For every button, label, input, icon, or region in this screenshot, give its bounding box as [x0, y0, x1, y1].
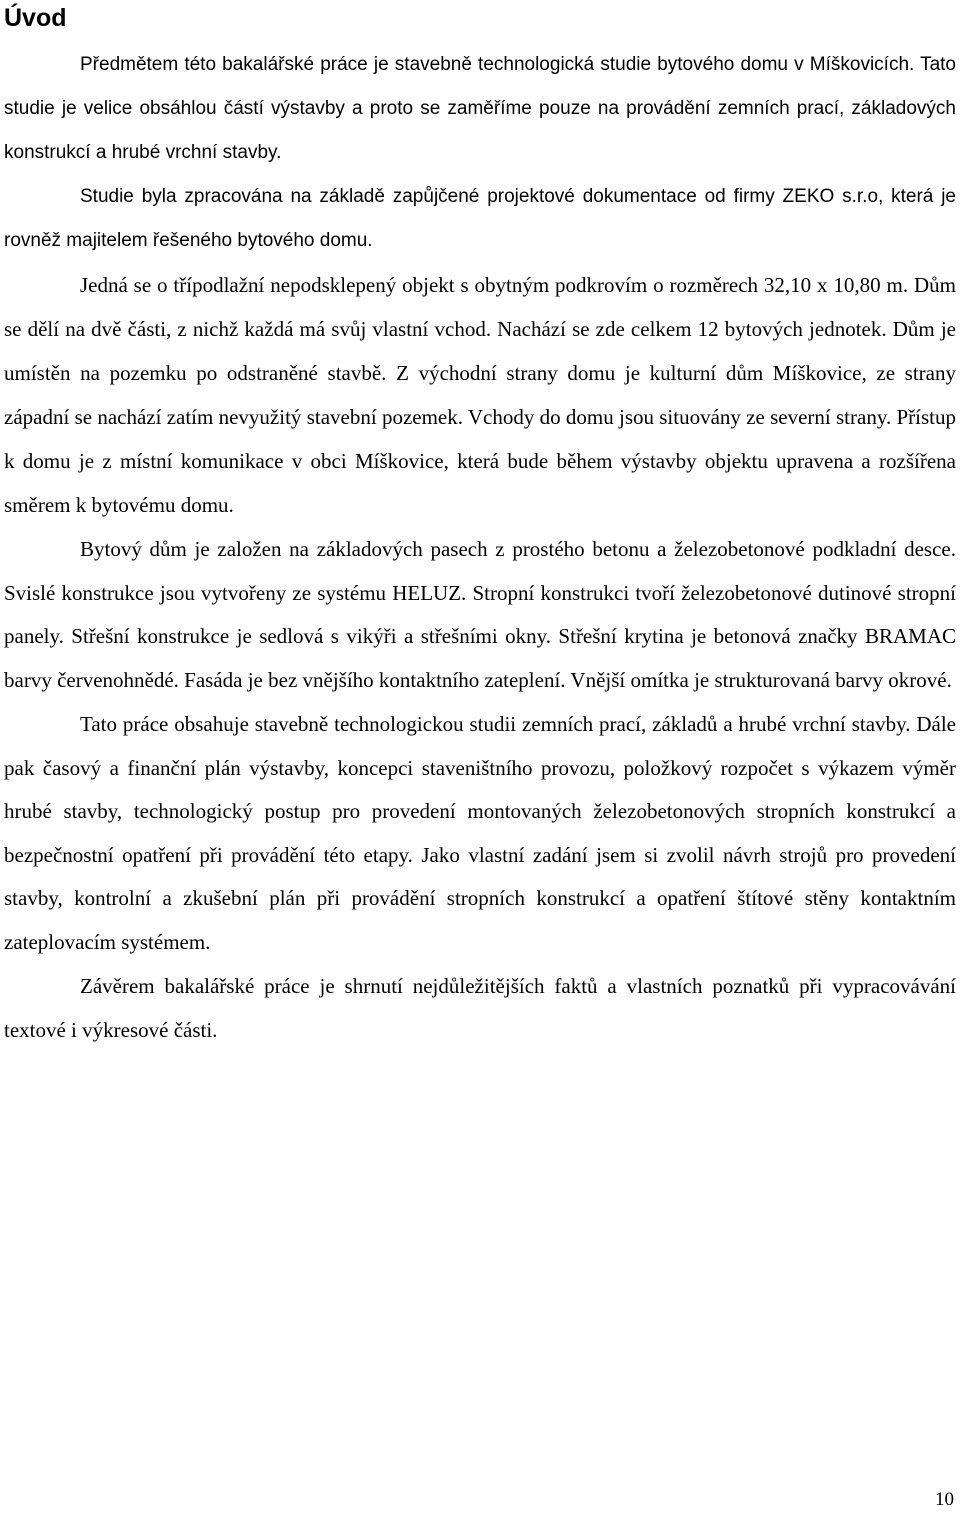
paragraph-building-description: Jedná se o třípodlažní nepodsklepený objekt s obytným podkrovím o rozměrech 32,10 x 10,80 m. Dům se dělí na dvě části, z nichž každá má svůj vlastní vchod. Nachází se zde celkem 12 bytových jednotek. Dům je umístěn na pozemku po odstraněné stavbě. Z východní strany domu je kulturní dům Míškovice, ze strany západní se nachází zatím nevyužitý stavební pozemek. Vchody do domu jsou situovány ze severní strany. Přístup k domu je z místní komunikace v obci Míškovice, která bude během výstavby objektu upravena a rozšířena směrem k bytovému domu.: [4, 273, 956, 517]
paragraph-construction: Bytový dům je založen na základových pasech z prostého betonu a železobetonové podkladní desce. Svislé konstrukce jsou vytvořeny ze systému HELUZ. Stropní konstrukci tvoří železobetonové dutinové stropní panely. Střešní konstrukce je sedlová s vikýři a střešními okny. Střešní krytina je betonová značky BRAMAC barvy červenohnědé. Fasáda je bez vnějšího kontaktního zateplení. Vnější omítka je strukturovaná barvy okrové.: [4, 537, 956, 692]
section-heading: Úvod: [4, 4, 67, 32]
page-number: 10: [935, 1489, 954, 1510]
paragraph-source: Studie byla zpracována na základě zapůjčené projektové dokumentace od firmy ZEKO s.r.o, která je rovněž majitelem řešeného bytového domu.: [4, 186, 956, 251]
paragraph-conclusion: Závěrem bakalářské práce je shrnutí nejdůležitějších faktů a vlastních poznatků při vypracovávání textové i výkresové části.: [4, 974, 956, 1042]
paragraph-scope: Tato práce obsahuje stavebně technologickou studii zemních prací, základů a hrubé vrchní stavby. Dále pak časový a finanční plán výstavby, koncepci staveništního provozu, položkový rozpočet s výkazem výměr hrubé stavby, technologický postup pro provedení montovaných železobetonových stropních konstrukcí a bezpečnostní opatření při provádění této etapy. Jako vlastní zadání jsem si zvolil návrh strojů pro provedení stavby, kontrolní a zkušební plán při provádění stropních konstrukcí a opatření štítové stěny kontaktním zateplovacím systémem.: [4, 712, 956, 954]
body-text: [4, 43, 956, 1052]
paragraph-intro: Předmětem této bakalářské práce je stavebně technologická studie bytového domu v Míškovicích. Tato studie je velice obsáhlou částí výstavby a proto se zaměříme pouze na provádění zemních prací, základových konstrukcí a hrubé vrchní stavby.: [4, 54, 956, 163]
